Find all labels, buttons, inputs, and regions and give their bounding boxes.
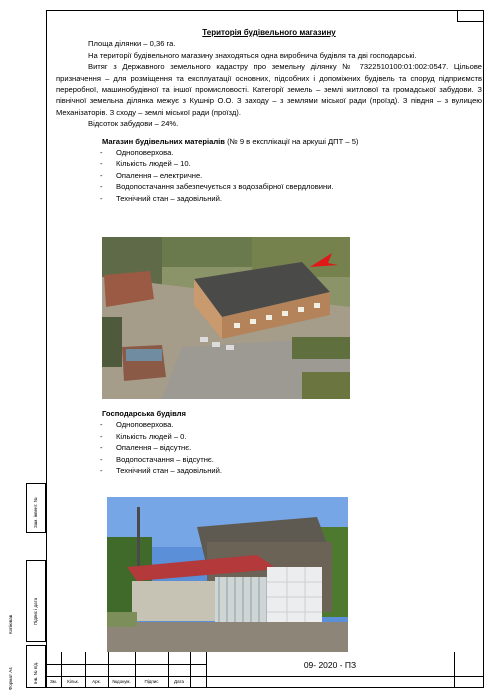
- col-change: Зм.: [49, 679, 58, 684]
- building1-title: Магазин будівельних матеріалів: [102, 136, 225, 146]
- page-title: Територія будівельного магазину: [202, 28, 336, 37]
- building2-section: [56, 408, 482, 476]
- side-label-signature: Підпис і дата: [33, 597, 38, 625]
- utility-building-photo: [107, 497, 348, 652]
- list-item: - Кількість людей – 10.: [56, 158, 482, 169]
- building2-list: [56, 419, 482, 476]
- format-label: Формат А4: [8, 667, 13, 690]
- list-item: - Одноповерхова.: [56, 419, 482, 430]
- aerial-photo-store: [102, 237, 350, 399]
- side-cell-inv-original: [26, 645, 46, 688]
- list-item: - Технічний стан – задовільний.: [56, 465, 482, 476]
- list-item: - Технічний стан – задовільний.: [56, 193, 482, 204]
- list-item: - Опалення – відсутнє.: [56, 442, 482, 453]
- building1-heading: [56, 136, 482, 147]
- building1-list: [56, 147, 482, 204]
- document-body: [56, 27, 482, 204]
- col-count: Кільк.: [67, 679, 79, 684]
- paragraph-2: Витяг з Державного земельного кадастру про земельну ділянку № 7322510100:01:002:0547. Цільове призначення – для розміщення та експлуатації основних, підсобних і допоміжних будівель та споруд підприємств переробної, машинобудівної та іншої промисловості. Категорії земель – землі житлової та громадської забудови. З північної земельна ділянка межує з Кушнір О.О. З заходу – з землями міської ради (проїзд). З півдня – з вулицею Механізаторів. З сходу – землі міської ради (проїзд).: [56, 62, 482, 117]
- building2-heading: Господарська будівля: [102, 409, 186, 418]
- list-item: - Одноповерхова.: [56, 147, 482, 158]
- document-code: 09- 2020 - ПЗ: [303, 660, 357, 670]
- area-text: Площа ділянки – 0,36 га.: [88, 39, 176, 49]
- list-item: - Кількість людей – 0.: [56, 431, 482, 442]
- col-sheet: Арк.: [92, 679, 101, 684]
- copied-label: Копіював: [8, 614, 13, 634]
- list-item: - Опалення – електричне.: [56, 170, 482, 181]
- title-block: [46, 652, 484, 688]
- side-cell-signature: [26, 560, 46, 642]
- paragraph-3: Відсоток забудови – 24%.: [88, 119, 179, 129]
- col-doc: №докум.: [112, 679, 131, 684]
- side-label-inventory: Зам. інвент. №: [33, 497, 38, 528]
- list-item: - Водопостачання забезпечується з водозабірної свердловини.: [56, 181, 482, 192]
- col-date: Дата: [174, 679, 184, 684]
- col-signature: Підпис: [144, 679, 159, 684]
- paragraph-1: На території будівельного магазину знаходяться одна виробнича будівля та дві господарські.: [88, 50, 417, 60]
- side-label-inv-original: Інв. № п/д.: [33, 661, 38, 684]
- side-cell-inventory: [26, 483, 46, 533]
- sheet-number-box: [457, 10, 484, 22]
- list-item: - Водопостачання – відсутнє.: [56, 454, 482, 465]
- building1-note: (№ 9 в експлікації на аркуші ДПТ – 5): [224, 136, 359, 146]
